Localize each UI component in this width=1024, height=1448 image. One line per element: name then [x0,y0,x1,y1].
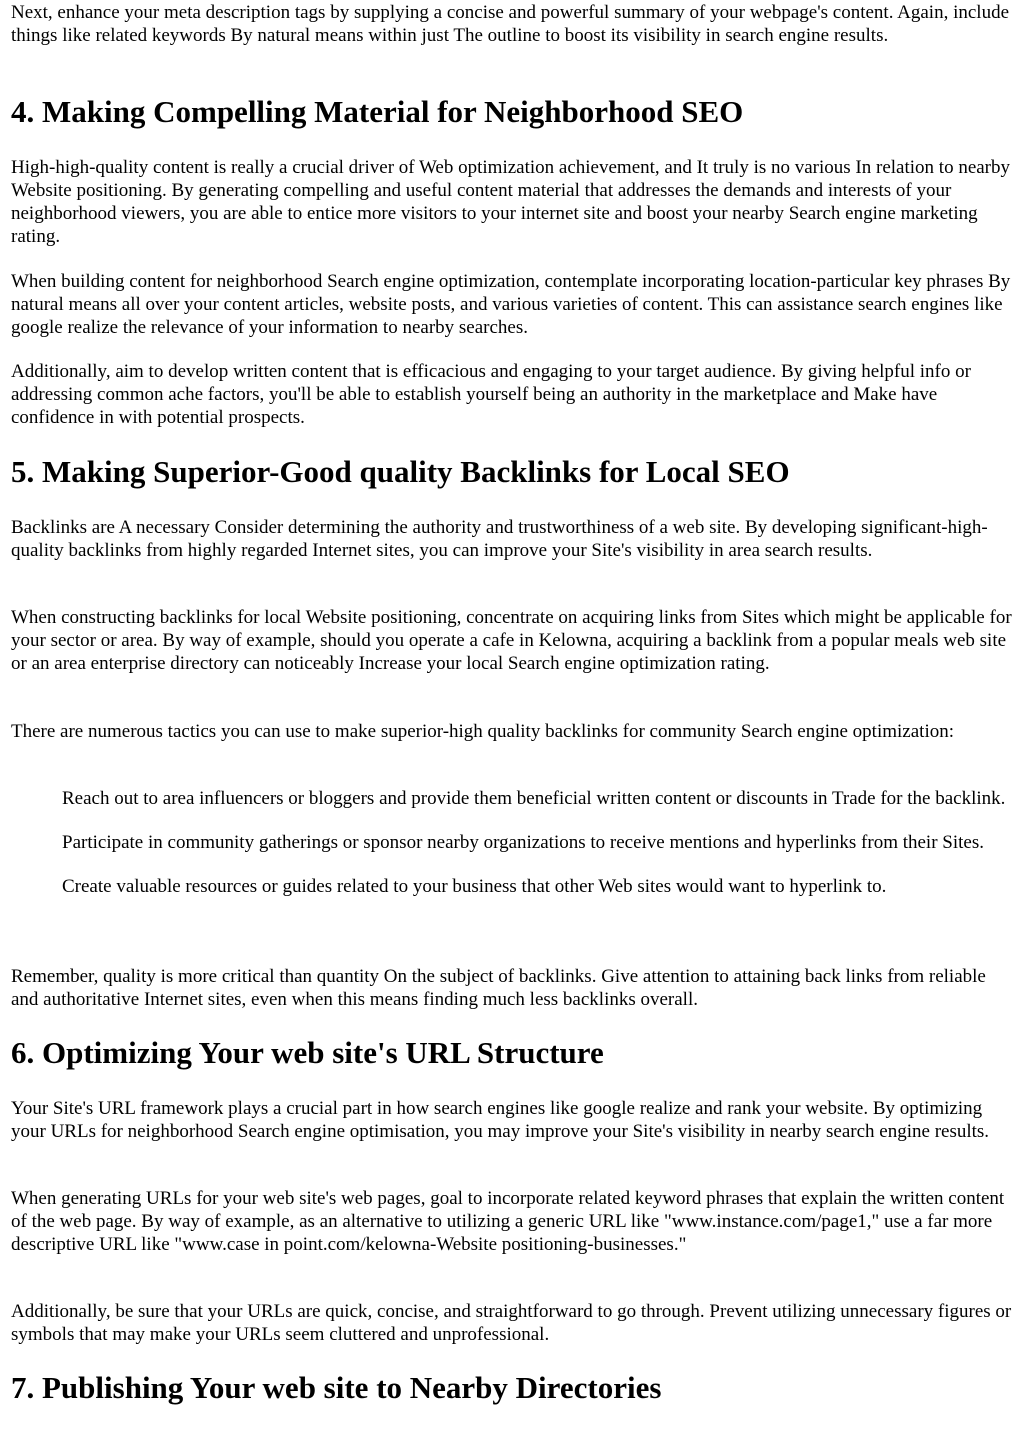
section-4-heading: 4. Making Compelling Material for Neighborhood SEO [11,94,744,129]
section-6-paragraph-2: When generating URLs for your web site's web pages, goal to incorporate related keyword phrases that explain the written content of the web page. By way of example, as an alternative to utilizing a generic URL like "www.instance.com/page1," use a far more descriptive URL like "www.case in point.com/kelowna-Website positioning-businesses." [11,1188,1005,1255]
section-4-paragraph-3: Additionally, aim to develop written content that is efficacious and engaging to your target audience. By giving helpful info or addressing common ache factors, you'll be able to establish yourself being an authority in the marketplace and Make have confidence in with potential prospects. [11,361,971,428]
section-6-heading: 6. Optimizing Your web site's URL Structure [11,1035,604,1070]
section-4-paragraph-2: When building content for neighborhood Search engine optimization, contemplate incorporating location-particular key phrases By natural means all over your content articles, website posts, and various varieties of content. This can assistance search engines like google realize the relevance of your information to nearby searches. [11,271,1011,338]
section-5-paragraph-2: When constructing backlinks for local Website positioning, concentrate on acquiring links from Sites which might be applicable for your sector or area. By way of example, should you operate a cafe in Kelowna, acquiring a backlink from a popular meals web site or an area enterprise directory can noticeably Increase your local Search engine optimization rating. [11,607,1012,674]
section-4-paragraph-1: High-high-quality content is really a crucial driver of Web optimization achievement, and It truly is no various In relation to nearby Website positioning. By generating compelling and useful content material that addresses the demands and interests of your neighborhood viewers, you are able to entice more visitors to your internet site and boost your nearby Search engine marketing rating. [11,157,1011,247]
backlink-tactics-list [11,787,1016,898]
section-5-paragraph-1: Backlinks are A necessary Consider determining the authority and trustworthiness of a web site. By developing significant-high-quality backlinks from highly regarded Internet sites, you can improve your Site's visibility in area search results. [11,517,988,561]
section-6-paragraph-3: Additionally, be sure that your URLs are quick, concise, and straightforward to go through. Prevent utilizing unnecessary figures or symbols that may make your URLs seem cluttered and unprofessional. [11,1301,1012,1345]
section-5-closing: Remember, quality is more critical than quantity On the subject of backlinks. Give attention to attaining back links from reliable and authoritative Internet sites, even when this means finding much less backlinks overall. [11,966,986,1010]
section-6-paragraph-1: Your Site's URL framework plays a crucial part in how search engines like google realize and rank your website. By optimizing your URLs for neighborhood Search engine optimisation, you may improve your Site's visibility in nearby search engine results. [11,1098,990,1142]
intro-paragraph: Next, enhance your meta description tags by supplying a concise and powerful summary of your webpage's content. Again, include things like related keywords By natural means within just The outline to boost its visibility in search engine results. [11,2,1010,46]
list-item: Reach out to area influencers or bloggers and provide them beneficial written content or discounts in Trade for the backlink. [62,788,1006,809]
list-item: Create valuable resources or guides related to your business that other Web sites would want to hyperlink to. [62,876,887,897]
section-5-paragraph-3: There are numerous tactics you can use to make superior-high quality backlinks for community Search engine optimization: [11,721,955,742]
list-item: Participate in community gatherings or sponsor nearby organizations to receive mentions and hyperlinks from their Sites. [62,832,984,853]
section-5-heading: 5. Making Superior-Good quality Backlinks for Local SEO [11,454,790,489]
section-7-heading: 7. Publishing Your web site to Nearby Directories [11,1370,662,1405]
